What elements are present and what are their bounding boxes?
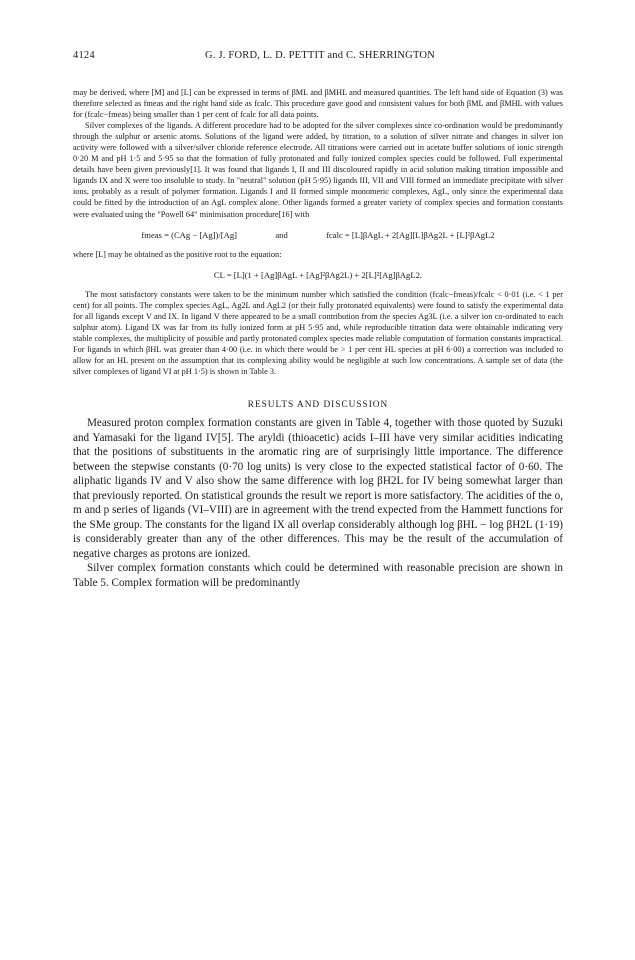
running-header-authors: G. J. FORD, L. D. PETTIT and C. SHERRINGTON [205,50,435,61]
equation-connector: and [275,229,288,240]
paragraph-silver-complexes: Silver complexes of the ligands. A different procedure had to be adopted for the silver complexes since co-ordination would be predominantly through the sulphur or arsenic atoms. Solutions of the ligand were added, by titration, to a solution of silver nitrate and changes in silver ion activity were followed with a silver/silver chloride reference electrode. All titrations were carried out in acetate buffer solutions of ionic strength 0·20 M and pH 1·5 and 5·95 so that the formation of fully protonated and fully ionized complex species could be followed. Full experimental details have been given previously[1]. It was found that ligands I, II and III discoloured rapidly in acid solution making titration impossible and ligands IX and X were too insoluble to study. In "neutral" solution (pH 5·95) ligands III, VII and VIII formed an immediate precipitate with silver ions, probably as a result of polymer formation. Ligands I and II formed simple monomeric complexes, AgL, only since the experimental data could be fitted by the introduction of an AgL complex alone. Other ligands formed a greater variety of complex species and formation constants were evaluated using the "Powell 64" minimisation procedure[16] with [73,121,563,219]
results-text [73,416,563,591]
paragraph-silver-constants: Silver complex formation constants which could be determined with reasonable precision are shown in Table 5. Complex formation will be predominantly [73,562,563,589]
equation-fcalc: fcalc = [L]βAgL + 2[Ag][L]βAg2L + [L]²βAgL2 [326,229,495,240]
section-heading: RESULTS AND DISCUSSION [247,399,389,410]
equation-fmeas: fmeas = (CAg − [Ag])/[Ag] [141,229,238,240]
page-number: 4124 [73,50,95,61]
running-header [73,50,563,66]
equation-cl: CL = [L](1 + [Ag]βAgL + [Ag]²βAg2L) + 2[L]²[Ag]βAgL2. [213,269,423,280]
paragraph-where: where [L] may be obtained as the positive root to the equation: [73,249,282,259]
methods-text [73,87,563,377]
paragraph-continuation: may be derived, where [M] and [L] can be expressed in terms of βML and βMHL and measured quantities. The left hand side of Equation (3) was therefore selected as fmeas and the right hand side as fcalc. This procedure gave good and consistent values for both βML and βMHL with values for (fcalc−fmeas) being smaller than 1 per cent of fcalc for all data points. [73,88,563,120]
equation-f-definitions [73,226,563,245]
paragraph-proton-constants: Measured proton complex formation constants are given in Table 4, together with those quoted by Suzuki and Yamasaki for the ligand IV[5]. The aryldi (thioacetic) acids I–III have very similar acidities indicating that the positions of substituents in the aromatic ring are of surprisingly little importance. The difference between the stepwise constants (0·70 log units) is very close to the expected statistical factor of 0·60. The aliphatic ligands IV and V also show the same difference with log βH2L for IV being somewhat larger than that previously reported. On statistical grounds the result we report is more satisfactory. The acidities of the o, m and p series of ligands (VI–VIII) are in agreement with the trend expected from the Hammett functions for the SMe group. The constants for the ligand IX all overlap considerably although log βHL − log βH2L (1·19) is considerably greater than any of the other differences. This may be the result of the accumulation of negative charges as protons are ionized. [73,416,563,560]
journal-page [73,50,563,591]
paragraph-constants: The most satisfactory constants were taken to be the minimum number which satisfied the condition (fcalc−fmeas)/fcalc < 0·01 (i.e. < 1 per cent) for all points. The complex species AgL, Ag2L and AgL2 (or their fully protonated equivalents) were found to satisfy the experimental data for all ligands except V and IX. In ligand V there appeared to be a small contribution from the species Ag3L (i.e. a silver ion co-ordinated to each sulphur atom). Ligand IX was far from its fully ionized form at pH 5·95 and, while reproducible titration data were obtainable indicating very stable complexes, the multiplicity of possible and partly protonated complex species made reliable computation of formation constants impractical. For ligands in which βHL was greater than 4·00 (i.e. in which there would be > 1 per cent HL species at pH 6·00) a correction was included to allow for an HL present on the assumption that its complexing ability would be negligible at such low concentrations. A sample set of data (the silver complexes of ligand VI at pH 1·5) is shown in Table 3. [73,289,563,376]
